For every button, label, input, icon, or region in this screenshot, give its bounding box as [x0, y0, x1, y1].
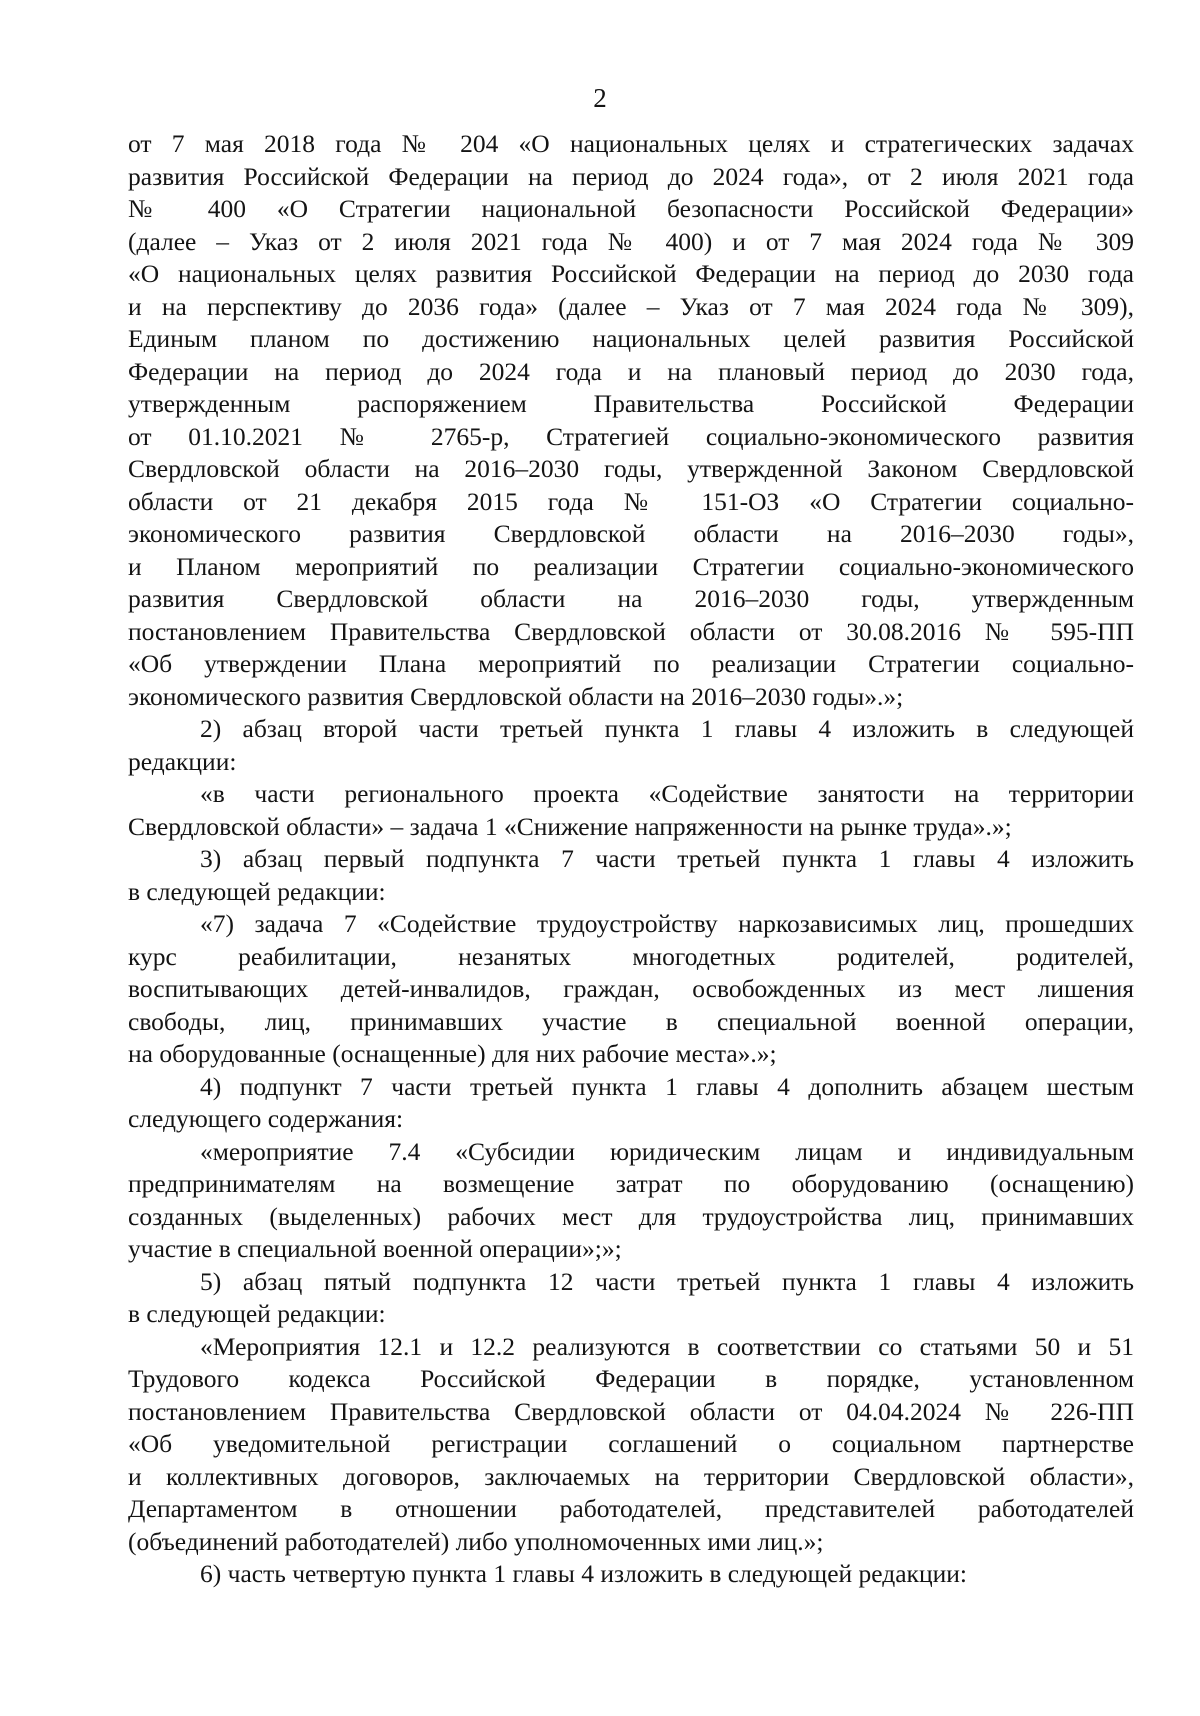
text-line: редакции:	[128, 746, 237, 776]
text-line: следующего содержания:	[128, 1104, 404, 1133]
text-line: 2) абзац второй части третьей пункта 1 главы 4 изложить в следующей	[200, 714, 1134, 743]
text-line: «Мероприятия 12.1 и 12.2 реализуются в соответствии со статьями 50 и 51	[200, 1331, 1134, 1361]
text-line: 6) часть четвертую пункта 1 главы 4 изложить в следующей редакции:	[200, 1559, 967, 1588]
text-line: развития Российской Федерации на период до 2024 года», от 2 июля 2021 года	[128, 161, 1134, 191]
text-line: и коллективных договоров, заключаемых на территории Свердловской области»,	[128, 1461, 1134, 1491]
text-line: «Об утверждении Плана мероприятий по реализации Стратегии социально-	[128, 649, 1134, 678]
text-line: Трудового кодекса Российской Федерации в порядке, установленном	[128, 1364, 1134, 1393]
text-line: 5) абзац пятый подпункта 12 части третьей пункта 1 главы 4 изложить	[200, 1266, 1134, 1296]
text-line: «в части регионального проекта «Содействие занятости на территории	[200, 779, 1134, 808]
page-number: 2	[593, 83, 607, 113]
text-line: утвержденным распоряжением Правительства Российской Федерации	[128, 389, 1134, 418]
text-line: Свердловской области на 2016–2030 годы, утвержденной Законом Свердловской	[128, 454, 1134, 483]
text-line: Федерации на период до 2024 года и на плановый период до 2030 года,	[128, 356, 1134, 386]
text-line: развития Свердловской области на 2016–2030 годы, утвержденным	[128, 584, 1134, 613]
text-line: Единым планом по достижению национальных целей развития Российской	[128, 324, 1134, 353]
text-line: 3) абзац первый подпункта 7 части третьей пункта 1 главы 4 изложить	[200, 844, 1134, 873]
text-line: (объединений работодателей) либо уполномоченных ими лиц.»;	[128, 1526, 824, 1556]
text-line: «О национальных целях развития Российской Федерации на период до 2030 года	[128, 259, 1134, 288]
text-line: «Об уведомительной регистрации соглашений о социальном партнерстве	[128, 1429, 1134, 1458]
text-line: и Планом мероприятий по реализации Стратегии социально-экономического	[128, 551, 1134, 581]
text-line: области от 21 декабря 2015 года № 151-ОЗ «О Стратегии социально-	[128, 486, 1134, 516]
text-line: Департаментом в отношении работодателей, представителей работодателей	[128, 1494, 1134, 1523]
text-line: свободы, лиц, принимавших участие в специальной военной операции,	[128, 1006, 1134, 1036]
text-line: от 01.10.2021 № 2765-р, Стратегией социально-экономического развития	[128, 421, 1134, 451]
text-line: курс реабилитации, незанятых многодетных родителей, родителей,	[128, 941, 1134, 971]
text-line: (далее – Указ от 2 июля 2021 года № 400) и от 7 мая 2024 года № 309	[128, 226, 1134, 256]
text-line: участие в специальной военной операции»;»;	[128, 1234, 622, 1263]
text-line: № 400 «О Стратегии национальной безопасности Российской Федерации»	[128, 194, 1134, 223]
text-line: постановлением Правительства Свердловской области от 30.08.2016 № 595-ПП	[128, 616, 1134, 646]
text-line: экономического развития Свердловской области на 2016–2030 годы».»;	[128, 681, 904, 711]
text-line: и на перспективу до 2036 года» (далее – Указ от 7 мая 2024 года № 309),	[128, 291, 1134, 321]
text-line: 4) подпункт 7 части третьей пункта 1 главы 4 дополнить абзацем шестым	[200, 1071, 1134, 1101]
text-line: воспитывающих детей-инвалидов, граждан, освобожденных из мест лишения	[128, 974, 1134, 1003]
text-line: в следующей редакции:	[128, 1299, 386, 1328]
document-body	[128, 128, 1134, 1591]
text-line: созданных (выделенных) рабочих мест для трудоустройства лиц, принимавших	[128, 1201, 1134, 1231]
text-line: экономического развития Свердловской области на 2016–2030 годы»,	[128, 519, 1134, 548]
text-line: от 7 мая 2018 года № 204 «О национальных целях и стратегических задачах	[128, 129, 1134, 158]
text-line: «мероприятие 7.4 «Субсидии юридическим лицам и индивидуальным	[200, 1136, 1134, 1166]
text-line: постановлением Правительства Свердловской области от 04.04.2024 № 226-ПП	[128, 1396, 1134, 1426]
text-line: Свердловской области» – задача 1 «Снижение напряженности на рынке труда».»;	[128, 811, 1012, 841]
text-line: на оборудованные (оснащенные) для них рабочие места».»;	[128, 1039, 777, 1068]
text-line: предпринимателям на возмещение затрат по оборудованию (оснащению)	[128, 1169, 1134, 1198]
text-line: в следующей редакции:	[128, 876, 386, 906]
text-line: «7) задача 7 «Содействие трудоустройству наркозависимых лиц, прошедших	[200, 909, 1134, 938]
